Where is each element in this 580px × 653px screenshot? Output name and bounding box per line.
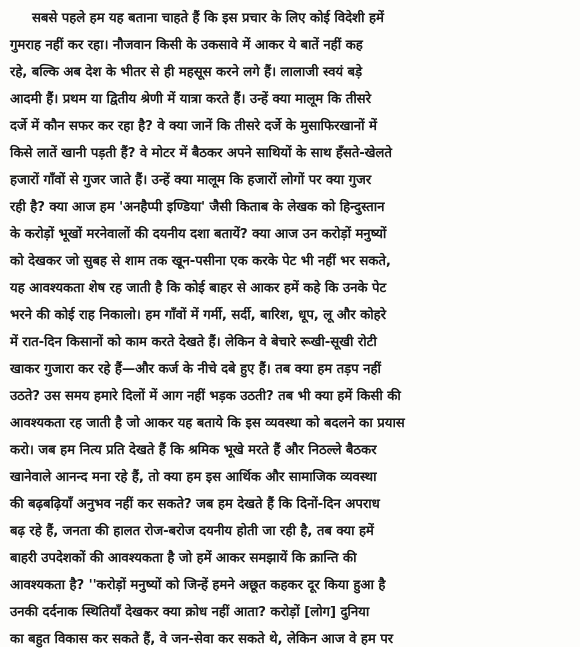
text-line-21: बाहरी उपदेशकों की आवश्यकता है जो हमें आकर समझायें कि क्रान्ति की [10, 551, 357, 566]
text-line-19: की बढ़बढ़ियाँ अनुभव नहीं कर सकते? जब हम देखते हैं कि दिनों-दिन अपराध [10, 497, 380, 512]
text-line-23: उनकी दर्दनाक स्थितियाँ देखकर क्या क्रोध नहीं आता? करोड़ों [लोग] दुनिया [10, 605, 370, 620]
text-line-17: करो। जब हम नित्य प्रति देखते हैं कि श्रमिक भूखे मरते हैं और निठल्ले बैठकर [10, 443, 377, 458]
text-line-7: हजारों गाँवों से गुजर जाते हैं। उन्हें क्या मालूम कि हजारों लोगों पर क्या गुजर [10, 173, 372, 188]
text-line-5: दर्जे में कौन सफर कर रहा है? वे क्या जानें कि तीसरे दर्जे के मुसाफिरखानों में [10, 119, 377, 134]
text-line-12: भरने की कोई राह निकालो। हम गाँवों में गर्मी, सर्दी, बारिश, धूप, लू और कोहरे [10, 308, 386, 323]
text-line-13: में रात-दिन किसानों को काम करते देखते हैं। लेकिन वे बेचारे रूखी-सूखी रोटी [10, 335, 377, 350]
text-line-14: खाकर गुजारा कर रहे हैं—और कर्ज के नीचे दबे हुए हैं। तब क्या हम तड़प नहीं [10, 362, 381, 377]
text-line-10: को देखकर जो सुबह से शाम तक खून-पसीना एक करके पेट भी नहीं भर सकते, [10, 254, 391, 269]
text-line-8: रही है? क्या आज हम 'अनहैप्पी इण्डिया' जैसी किताब के लेखक को हिन्दुस्तान [10, 200, 385, 215]
text-line-4: आदमी हैं। प्रथम या द्वितीय श्रेणी में यात्रा करते हैं। उन्हें क्या मालूम कि तीसरे [10, 92, 371, 107]
text-line-18: खानेवाले आनन्द मना रहे हैं, तो क्या हम इस आर्थिक और सामाजिक व्यवस्था [10, 470, 377, 485]
text-line-2: गुमराह नहीं कर रहा। नौजवान किसी के उकसावे में आकर ये बातें नहीं कह [10, 38, 363, 53]
text-line-24: का बहुत विकास कर सकते हैं, वे जन-सेवा कर सकते थे, लेकिन आज वे हम पर [10, 632, 394, 647]
text-line-20: बढ़ रहे हैं, जनता की हालत रोज-बरोज दयनीय होती जा रही है, तब क्या हमें [10, 524, 374, 539]
text-line-1: सबसे पहले हम यह बताना चाहते हैं कि इस प्रचार के लिए कोई विदेशी हमें [32, 11, 384, 26]
text-line-16: आवश्यकता रह जाती है जो आकर यह बताये कि इस व्यवस्था को बदलने का प्रयास [10, 416, 405, 431]
text-line-11: यह आवश्यकता शेष रह जाती है कि कोई बाहर से आकर हमें कहे कि उनके पेट [10, 281, 387, 296]
text-line-22: आवश्यकता है? ''करोड़ों मनुष्यों को जिन्हें हमने अछूत कहकर दूर किया हुआ है [10, 578, 386, 593]
text-line-9: के करोड़ों भूखों मरनेवालों की दयनीय दशा बतायें? क्या आज उन करोड़ों मनुष्यों [10, 227, 387, 242]
text-line-15: उठते? उस समय हमारे दिलों में आग नहीं भड़क उठती? तब भी क्या हमें किसी की [10, 389, 401, 404]
text-line-3: रहे, बल्कि अब देश के भीतर से ही महसूस करने लगे हैं। लालाजी स्वयं बड़े [10, 65, 363, 80]
text-line-6: किसे लातें खानी पड़ती हैं? वे मोटर में बैठकर अपने साथियों के साथ हँसते-खेलते [10, 146, 392, 161]
